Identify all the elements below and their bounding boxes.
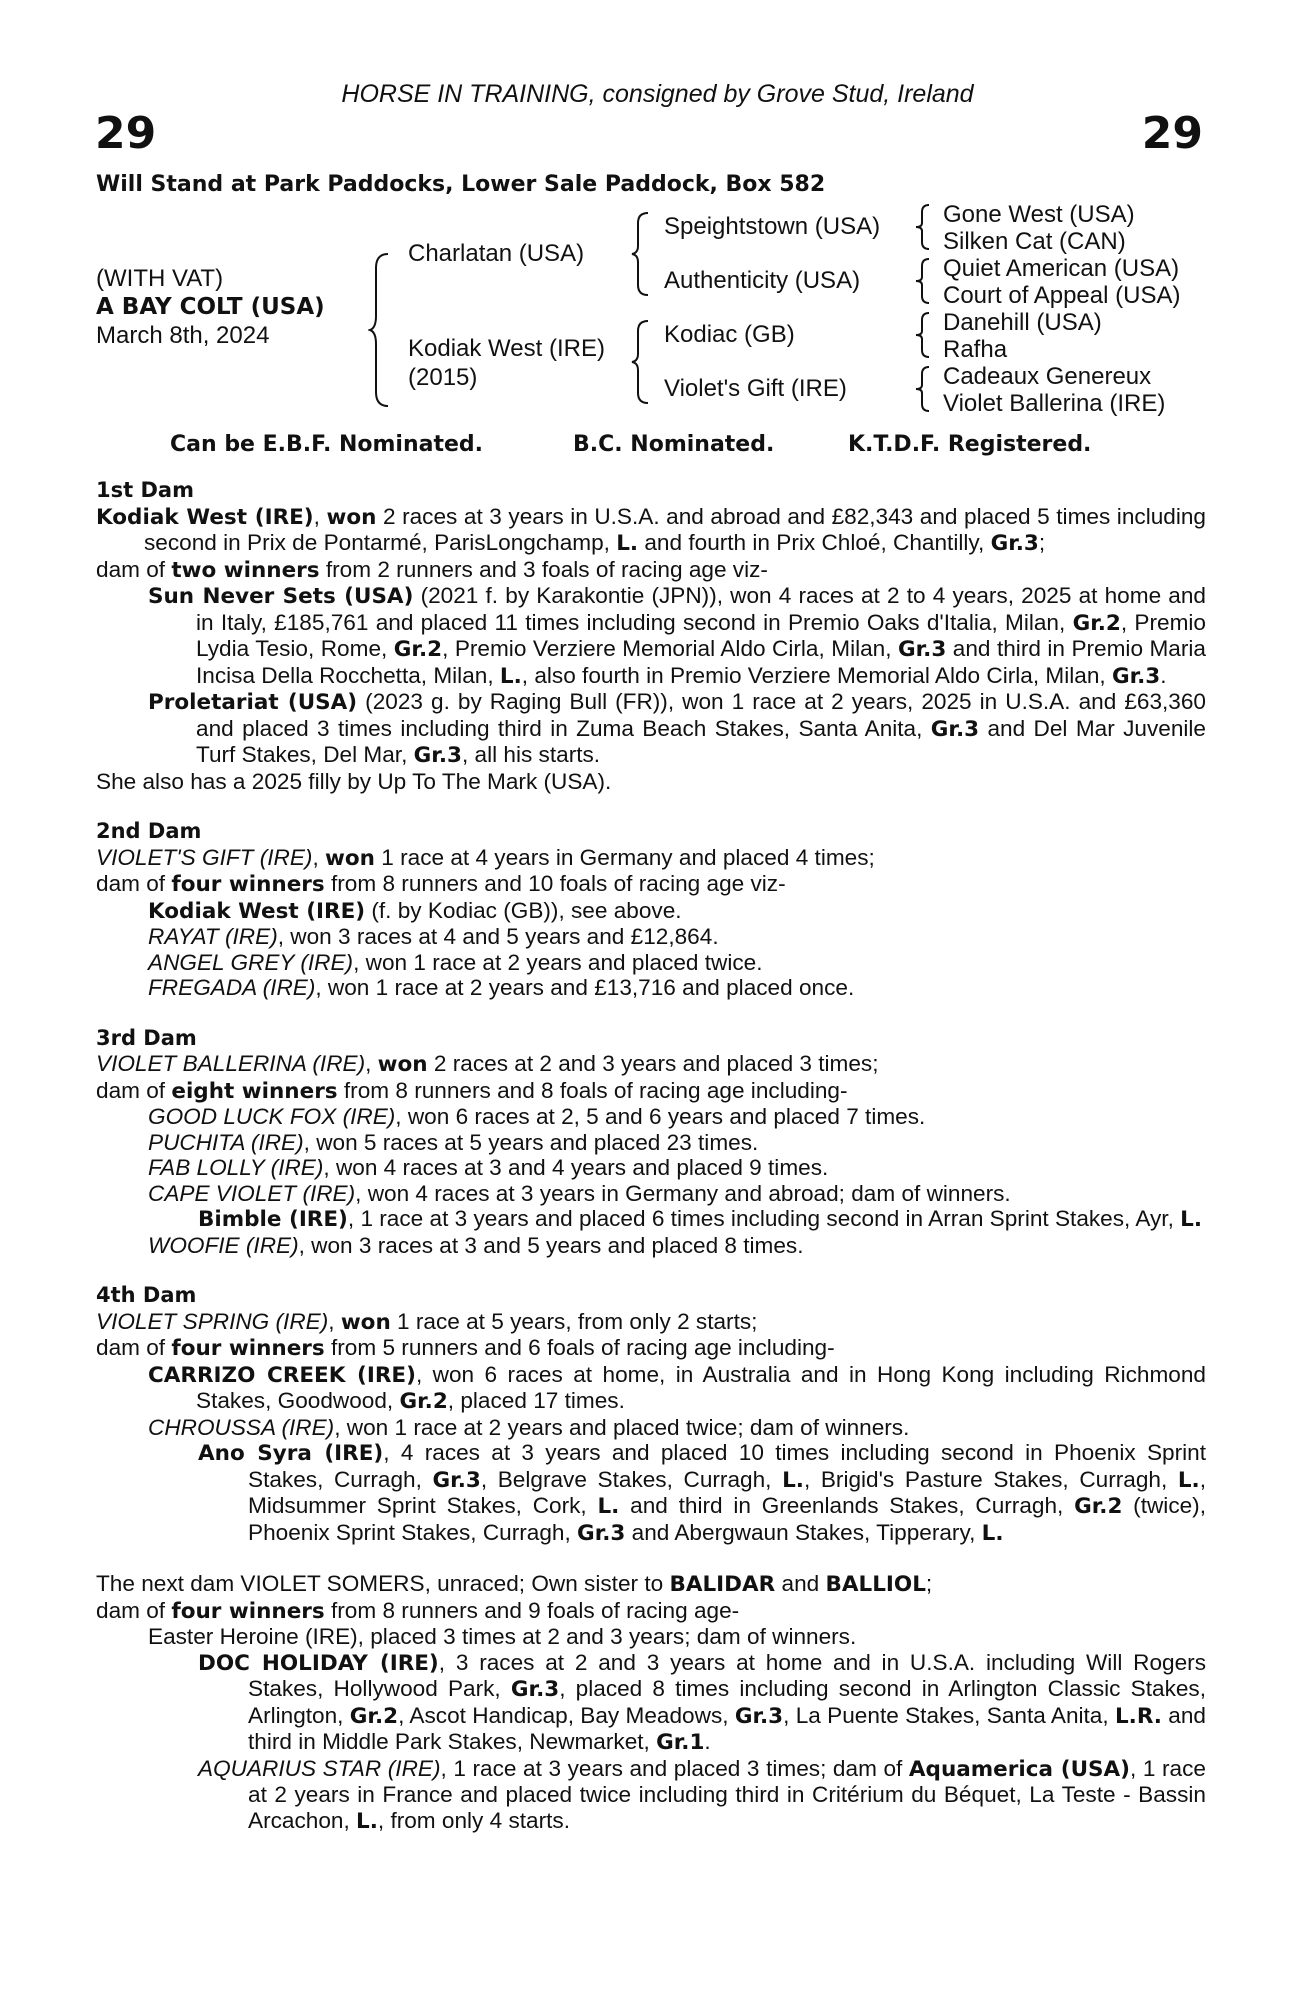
text: , placed 17 times. <box>447 1388 625 1413</box>
offspring-record <box>148 689 1206 769</box>
grade: L.R. <box>1114 1703 1162 1729</box>
produce-record <box>96 478 1206 1834</box>
text: 1 race at 5 years, from only 2 starts; <box>390 1308 758 1334</box>
second-dam-record <box>96 845 1206 872</box>
grade: Gr.3 <box>990 531 1039 556</box>
grand-offspring-record <box>198 1756 1206 1835</box>
text: , Belgrave Stakes, Curragh, <box>480 1466 783 1492</box>
text: and Del Mar Juvenile Turf Stakes, Del Mar, <box>196 715 1206 767</box>
second-dam-heading: 2nd Dam <box>96 819 202 843</box>
text: ; <box>1038 530 1046 555</box>
first-dam-produce-summary <box>96 557 1206 584</box>
text: from 8 runners and 10 foals of racing age viz- <box>324 871 786 896</box>
grade: Gr.3 <box>1111 663 1161 689</box>
third-dam-produce-summary <box>96 1078 1206 1105</box>
grade: Gr.3 <box>510 1677 560 1702</box>
stand-location: Will Stand at Park Paddocks, Lower Sale Paddock, Box 582 <box>96 172 826 197</box>
text: (2021 f. by Karakontie (JPN)), won 4 races at 2 to 4 years, 2025 at home and in Italy, £185,761 and placed 11 times including second in Premio Oaks d'Italia, Milan, <box>196 583 1206 635</box>
grade: L. <box>1180 1207 1203 1232</box>
text: , won 6 races at home, in Australia and in Hong Kong including Richmond Stakes, Goodwood, <box>196 1361 1206 1413</box>
text: 2 races at 3 years in U.S.A. and abroad and £82,343 and placed 5 times including second in Prix de Pontarmé, ParisLongchamp, <box>144 503 1206 555</box>
horse-name: ANGEL GREY (IRE) <box>148 949 354 975</box>
offspring-record <box>148 924 1206 950</box>
text: dam of <box>96 1077 172 1103</box>
text: , 1 race at 3 years and placed 3 times; dam of <box>440 1755 909 1781</box>
text: , Brigid's Pasture Stakes, Curragh, <box>803 1466 1178 1492</box>
grand-offspring-record <box>198 1650 1206 1756</box>
grade: L. <box>499 663 522 689</box>
text: , won 3 races at 4 and 5 years and £12,864. <box>277 924 719 949</box>
sire-sire: Speightstown (USA) <box>664 213 881 240</box>
horse-name: DOC HOLIDAY (IRE) <box>198 1650 439 1676</box>
horse-name: BALLIOL <box>825 1572 926 1597</box>
text: , <box>312 844 326 870</box>
grade: Gr.3 <box>898 637 947 662</box>
text: , won 4 races at 3 years in Germany and abroad; dam of winners. <box>355 1180 1011 1206</box>
text: and third in Greenlands Stakes, Curragh, <box>619 1493 1075 1518</box>
text: dam of <box>96 1597 172 1623</box>
horse-name: Sun Never Sets (USA) <box>148 584 414 609</box>
grade: Gr.3 <box>413 743 462 768</box>
offspring-record <box>148 1155 1206 1181</box>
grade: Gr.2 <box>1072 610 1121 636</box>
text: , <box>365 1051 378 1076</box>
winners-count: four winners <box>171 1336 325 1361</box>
lot-number-left: 29 <box>95 108 157 159</box>
granddam-2: Court of Appeal (USA) <box>943 282 1181 309</box>
horse-name: FAB LOLLY (IRE) <box>148 1155 324 1180</box>
dam-sire: Kodiac (GB) <box>664 321 795 348</box>
text: dam of <box>96 871 172 896</box>
horse-name: CAPE VIOLET (IRE) <box>148 1180 356 1206</box>
foaling-date: March 8th, 2024 <box>96 322 270 349</box>
winners-count: two winners <box>171 557 320 583</box>
horse-name: WOOFIE (IRE) <box>148 1232 299 1258</box>
text: . <box>1160 662 1167 688</box>
next-dam-produce-summary <box>96 1598 1206 1625</box>
first-dam-heading: 1st Dam <box>96 478 194 502</box>
offspring-record <box>148 1130 1206 1156</box>
text: from 5 runners and 6 foals of racing age including- <box>324 1335 835 1360</box>
horse-name: VIOLET SPRING (IRE) <box>96 1308 329 1334</box>
text: from 8 runners and 9 foals of racing age- <box>324 1597 740 1623</box>
offspring-record <box>148 583 1206 689</box>
consignor-line: HORSE IN TRAINING, consigned by Grove Stud, Ireland <box>341 80 974 108</box>
text: , won 1 race at 2 years and placed twice; dam of winners. <box>334 1414 910 1440</box>
horse-name: CARRIZO CREEK (IRE) <box>148 1362 416 1388</box>
nominations-row <box>0 432 1315 462</box>
text: , placed 8 times including second in Arlington Classic Stakes, Arlington, <box>248 1676 1207 1728</box>
grand-offspring-record <box>198 1440 1206 1546</box>
grandsire-3: Danehill (USA) <box>943 309 1102 336</box>
grade: Gr.3 <box>734 1703 784 1729</box>
horse-name: Proletariat (USA) <box>148 690 358 715</box>
offspring-record <box>148 898 1206 925</box>
grade: Gr.3 <box>577 1520 626 1546</box>
winners-count: four winners <box>171 1598 325 1624</box>
pedigree-brace-sire <box>630 210 652 298</box>
fourth-dam-record <box>96 1309 1206 1336</box>
text: , also fourth in Premio Verziere Memorial Aldo Cirla, Milan, <box>521 662 1112 688</box>
text: , 1 race at 3 years and placed 6 times including second in Arran Sprint Stakes, Ayr, <box>347 1206 1181 1231</box>
text: dam of <box>96 556 172 582</box>
text: . <box>704 1729 711 1754</box>
horse-name: Aquamerica (USA) <box>908 1756 1131 1782</box>
grade: L. <box>1177 1467 1200 1493</box>
pedigree-brace-g1 <box>913 202 933 252</box>
offspring-record <box>148 1181 1206 1207</box>
fourth-dam-produce-summary <box>96 1335 1206 1362</box>
horse-title: A BAY COLT (USA) <box>96 294 325 320</box>
grandsire-1: Gone West (USA) <box>943 201 1135 228</box>
winners-count: four winners <box>171 872 325 897</box>
sire-dam: Authenticity (USA) <box>664 267 861 294</box>
first-dam-record <box>96 504 1206 557</box>
offspring-record: Easter Heroine (IRE), placed 3 times at 2 and 3 years; dam of winners. <box>148 1624 857 1649</box>
ebf-nomination: Can be E.B.F. Nominated. <box>170 432 484 457</box>
grade: L. <box>616 531 639 556</box>
horse-name: PUCHITA (IRE) <box>148 1129 304 1155</box>
won-label: won <box>326 504 377 530</box>
text: , Midsummer Sprint Stakes, Cork, <box>248 1466 1207 1518</box>
horse-name: RAYAT (IRE) <box>148 924 278 949</box>
third-dam-record <box>96 1051 1206 1078</box>
grade: Gr.2 <box>349 1703 399 1729</box>
horse-name: BALIDAR <box>669 1572 776 1597</box>
fourth-dam-heading: 4th Dam <box>96 1283 197 1307</box>
grandsire-4: Cadeaux Genereux <box>943 363 1152 390</box>
grade: Gr.3 <box>930 716 980 742</box>
grade: Gr.2 <box>399 1389 448 1414</box>
won-label: won <box>325 845 375 871</box>
next-dam-record <box>96 1571 1206 1598</box>
text: 1 race at 4 years in Germany and placed 4 times; <box>374 844 875 870</box>
text: , 3 races at 2 and 3 years at home and in U.S.A. including Will Rogers Stakes, Hollywood Park, <box>248 1649 1206 1701</box>
won-label: won <box>340 1309 391 1335</box>
second-dam-produce-summary <box>96 871 1206 898</box>
grade: L. <box>356 1808 378 1834</box>
text: , <box>328 1308 341 1334</box>
pedigree-brace-g3 <box>913 310 933 360</box>
pedigree-brace-main <box>368 250 394 410</box>
text: The next dam VIOLET SOMERS, unraced; Own sister to <box>96 1571 670 1596</box>
dam-year: (2015) <box>408 364 478 391</box>
offspring-record <box>148 1362 1206 1415</box>
text: and third in Premio Maria Incisa Della Rocchetta, Milan, <box>196 636 1206 688</box>
offspring-record <box>148 975 1206 1001</box>
text: 2 races at 2 and 3 years and placed 3 times; <box>427 1051 879 1076</box>
text: , 4 races at 3 years and placed 10 times including second in Phoenix Sprint Stakes, Curragh, <box>248 1440 1207 1492</box>
text: (f. by Kodiac (GB)), see above. <box>365 897 682 923</box>
horse-name: FREGADA (IRE) <box>148 975 316 1000</box>
horse-name: VIOLET'S GIFT (IRE) <box>96 844 313 870</box>
grade: L. <box>597 1494 620 1519</box>
grandsire-2: Quiet American (USA) <box>943 255 1180 282</box>
text: (2023 g. by Raging Bull (FR)), won 1 race at 2 years, 2025 in U.S.A. and £63,360 and placed 3 times including third in Zuma Beach Stakes, Santa Anita, <box>196 689 1206 741</box>
text: from 8 runners and 8 foals of racing age including- <box>337 1077 848 1103</box>
lot-number-right: 29 <box>1141 108 1203 159</box>
text: , Premio Verziere Memorial Aldo Cirla, Milan, <box>442 636 898 661</box>
grade: L. <box>782 1467 804 1493</box>
text: , Ascot Handicap, Bay Meadows, <box>398 1702 735 1728</box>
grade: Gr.2 <box>1074 1494 1123 1519</box>
grand-offspring-record <box>198 1206 1206 1233</box>
granddam-3: Rafha <box>943 336 1008 363</box>
horse-name: CHROUSSA (IRE) <box>148 1414 335 1440</box>
first-dam-note: She also has a 2025 filly by Up To The Mark (USA). <box>96 768 612 794</box>
text: and fourth in Prix Chloé, Chantilly, <box>638 530 991 555</box>
won-label: won <box>377 1052 428 1077</box>
text: , won 1 race at 2 years and placed twice. <box>353 949 763 975</box>
ktdf-registration: K.T.D.F. Registered. <box>848 432 1092 457</box>
offspring-record <box>148 1233 1206 1259</box>
winners-count: eight winners <box>171 1078 338 1104</box>
text: , all his starts. <box>461 742 601 767</box>
text: and Abergwaun Stakes, Tipperary, <box>625 1519 982 1545</box>
text: from 2 runners and 3 foals of racing age viz- <box>319 556 768 582</box>
grade: L. <box>981 1520 1004 1546</box>
text: , La Puente Stakes, Santa Anita, <box>783 1702 1115 1728</box>
grade: Gr.3 <box>432 1467 481 1493</box>
vat-note: (WITH VAT) <box>96 265 224 292</box>
bc-nomination: B.C. Nominated. <box>573 432 775 457</box>
grade: Gr.2 <box>393 637 443 662</box>
text: and third in Middle Park Stakes, Newmarket, <box>248 1702 1206 1754</box>
sire-name: Charlatan (USA) <box>408 240 585 267</box>
text: , won 1 race at 2 years and £13,716 and placed once. <box>315 975 855 1000</box>
text: , won 6 races at 2, 5 and 6 years and placed 7 times. <box>395 1104 926 1129</box>
grade: Gr.1 <box>656 1730 705 1755</box>
pedigree-brace-g2 <box>913 256 933 306</box>
horse-name: Kodiak West (IRE) <box>148 898 366 924</box>
pedigree-brace-dam <box>630 318 652 406</box>
text: dam of <box>96 1335 172 1360</box>
granddam-4: Violet Ballerina (IRE) <box>943 390 1166 417</box>
text: , won 3 races at 3 and 5 years and placed 8 times. <box>298 1232 804 1258</box>
text: , won 5 races at 5 years and placed 23 times. <box>303 1129 759 1155</box>
text: , won 4 races at 3 and 4 years and placed 9 times. <box>323 1155 829 1180</box>
dam-dam: Violet's Gift (IRE) <box>664 375 847 402</box>
pedigree-brace-g4 <box>913 364 933 414</box>
offspring-record <box>148 1104 1206 1130</box>
horse-name: Bimble (IRE) <box>198 1207 348 1232</box>
text: (twice), Phoenix Sprint Stakes, Curragh, <box>248 1493 1206 1545</box>
dam-name: Kodiak West (IRE) <box>408 335 605 362</box>
text: , from only 4 starts. <box>377 1807 570 1833</box>
text: , Premio Lydia Tesio, Rome, <box>196 609 1206 661</box>
text: , <box>313 503 327 529</box>
horse-name: Ano Syra (IRE) <box>198 1441 384 1466</box>
offspring-record <box>148 1415 1206 1441</box>
granddam-1: Silken Cat (CAN) <box>943 228 1126 255</box>
text: and <box>775 1571 826 1596</box>
horse-name: VIOLET BALLERINA (IRE) <box>96 1051 366 1076</box>
horse-name: GOOD LUCK FOX (IRE) <box>148 1104 396 1129</box>
third-dam-heading: 3rd Dam <box>96 1025 197 1050</box>
horse-name: AQUARIUS STAR (IRE) <box>198 1755 441 1781</box>
horse-name: Kodiak West (IRE) <box>96 504 314 530</box>
offspring-record <box>148 950 1206 976</box>
text: ; <box>925 1571 933 1596</box>
text: , 1 race at 2 years in France and placed twice including third in Critérium du Béquet, La Teste - Bassin Arcachon, <box>248 1755 1206 1833</box>
